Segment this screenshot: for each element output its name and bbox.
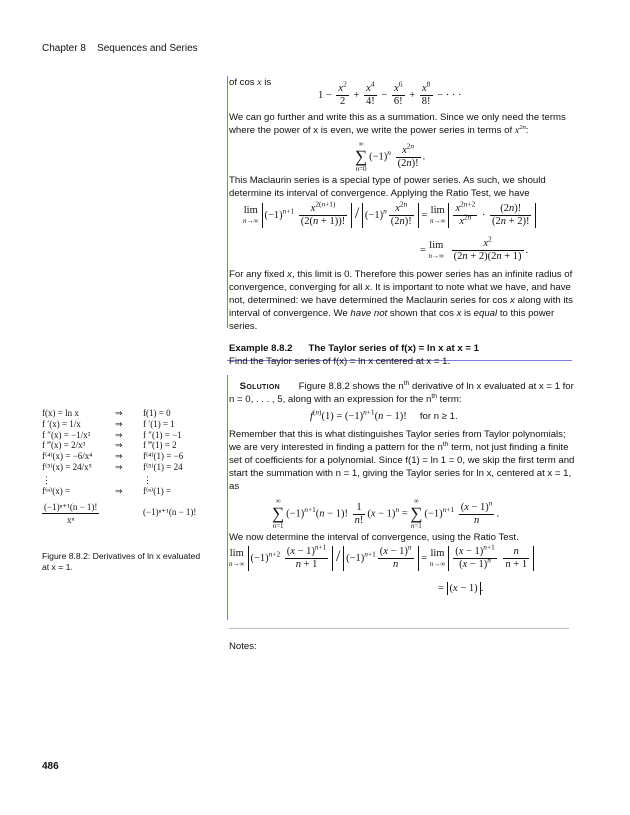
ratio-test-equation: lim n→∞ $(-1)^{n+1}$ $\frac{x^{2(n+1)}}{(2(n + 1))!}$ / $(-1)^n$ $\frac{x^{2n}}{(2n)!}$ = lim n→∞ $\frac{x^{2n+2}}{x^{2n}}$ · $\frac{(2n)!}{(2n + 2)!}$ [243, 203, 536, 228]
page-number: 486 [42, 761, 59, 772]
para3-b: this limit is 0. Therefore this power series has an infinite radius of convergence, converging for all [229, 269, 573, 293]
paragraph-ratio-interval: We now determine the interval of convergence, using the Ratio Test. [229, 532, 519, 543]
solution-s1c: term: [439, 394, 462, 405]
fig-right-row: f ″(1) = −1 [143, 429, 182, 440]
chapter-label: Chapter 8 [42, 43, 86, 54]
intro-is: is [264, 77, 272, 88]
margin-bar [227, 375, 228, 620]
para3-c: It is important to note what we have, and have not, determined: we have determined the Maclaurin series for cos [229, 282, 571, 306]
margin-bar [227, 76, 228, 328]
taylor-ratio-equation: lim n→∞ $(-1)^{n+2}$ $\frac{(x - 1)^{n+1}}{n + 1}$ / $(-1)^{n+1}$ $\frac{(x - 1)^n}{n}$ = lim n→∞ $\frac{(x - 1)^{n+1}}{(x - 1)^n}$ $\frac{n}{n + 1}$ [229, 546, 534, 571]
taylor-series-equation: ∞ ∑ n=1 $(-1)^{n+1}(n - 1)$! $\frac{1}{n!}$ $(x - 1)^n$ = ∞ ∑ n=1 $(-1)^{n+1}$ $\frac{(x - 1)^n}{n}$ . [272, 497, 500, 530]
fig-left-row: f ′(x) = 1/x [42, 418, 81, 429]
solution-s1: Figure 8.8.2 shows the n [298, 381, 404, 392]
para3-equal: equal [473, 308, 498, 319]
fig-right-row: f ‴(1) = 2 [143, 440, 177, 451]
fig-arrow: ⇒ [115, 451, 123, 462]
nth-condition: for n ≥ 1. [419, 411, 458, 422]
derivatives-figure [42, 408, 212, 548]
fig-left-row: f⁽⁵⁾(x) = 24/x⁵ [42, 462, 92, 472]
intro-lead: of cos [229, 77, 255, 88]
intro-var: x [257, 77, 262, 88]
example-label: Example 8.8.2 [229, 343, 293, 354]
figure-caption: Figure 8.8.2: Derivatives of ln x evaluated at x = 1. [42, 551, 201, 572]
th-sup: th [403, 379, 410, 387]
para3-g: to this power series. [229, 308, 555, 332]
ratio-test-simplified: = lim n→∞ $\frac{x^2}{(2n + 2)(2n + 1)}$ . [420, 234, 529, 262]
fig-left-row: f⁽ⁿ⁾(x) = [42, 485, 71, 496]
example-heading [229, 342, 579, 355]
example-task: Find the Taylor series of f(x) = ln x centered at x = 1. [229, 356, 451, 367]
paragraph-ratio-intro: This Maclaurin series is a special type of power series. As such, we should determine its interval of convergence. Applying the Ratio Test, we have [229, 175, 546, 199]
para3-havenot: have not [350, 308, 388, 319]
para3-a: For any fixed [229, 269, 285, 280]
notes-rule [229, 628, 569, 629]
solution-paragraph [229, 380, 579, 406]
para3-d: along with its interval of convergence. We [229, 295, 573, 319]
cos-sum-equation: ∞ ∑ n=0 $(-1)^n$ $\frac{x^{2n}}{(2n)!}$ . [355, 140, 426, 173]
fig-right-row: f⁽⁵⁾(1) = 24 [143, 462, 183, 472]
fig-right-row: f⁽⁴⁾(1) = −6 [143, 451, 184, 462]
fig-left-row: f(x) = ln x [42, 408, 79, 418]
example-title-func: f(x) = ln x at x = 1 [401, 343, 479, 354]
fig-right-row: f⁽ⁿ⁾(1) = [143, 485, 172, 496]
fig-left-row: f⁽⁴⁾(x) = −6/x⁴ [42, 451, 93, 462]
fig-left-row: f ‴(x) = 2/x³ [42, 440, 86, 451]
nth-derivative-equation: $f^{(n)}(1) = (-1)^{n+1}(n - 1)$! for n ≥ 1. [310, 407, 458, 422]
fig-arrow: ⇒ [115, 485, 123, 496]
fig-right-row: f(1) = 0 [143, 408, 171, 418]
fig-left-row: ⋮ [42, 474, 51, 485]
paragraph-convergence: For any fixed x, this limit is 0. Therefore this power series has an infinite radius of convergence, converging for all x. It is important to note what we have, and have not, determined: we have determined the Maclaurin series for cos x along with its interval of convergence. We have not shown that cos x is equal to this power series. [229, 269, 573, 332]
solution-s1b: derivative of ln x evaluated at x = 1 for n = 0, . . . , 5, along with an expression for the n [229, 381, 574, 405]
para1-power: x [514, 125, 520, 136]
running-header [42, 42, 198, 55]
fig-arrow: ⇒ [115, 418, 123, 429]
fig-right-row: ⋮ [143, 474, 152, 485]
example-title: The Taylor series of [308, 343, 399, 354]
taylor-ratio-result: = (x − 1) . [438, 583, 484, 595]
solution-s2b: term, not just finding a finite set of coefficients for a polynomial. Since f(1) = ln 1 = 0, we skip the first term and start the summation with n = 1, giving the Taylor series for ln x, centered at x = 1, as [229, 442, 575, 492]
notes-label: Notes: [229, 641, 257, 652]
fig-right-last: (−1)ⁿ⁺¹(n − 1)! [143, 507, 197, 517]
para3-e: shown that cos [389, 308, 454, 319]
fig-arrow: ⇒ [115, 429, 123, 440]
para1-text: We can go further and write this as a summation. Since we only need the terms where the power of x is even, we write the power series in terms of [229, 112, 566, 136]
para3-f: is [464, 308, 471, 319]
fig-right-row: f ′(1) = 1 [143, 418, 175, 429]
fig-arrow: ⇒ [115, 440, 123, 451]
fig-left-last-num: (−1)ⁿ⁺¹(n − 1)! [44, 502, 98, 512]
solution-label: Solution [239, 381, 280, 392]
th-sup: th [442, 440, 449, 448]
fig-arrow: ⇒ [115, 462, 123, 472]
fig-left-row: f ″(x) = −1/x² [42, 429, 91, 440]
fig-left-last-den: xⁿ [67, 515, 75, 525]
th-sup: th [431, 392, 437, 400]
chapter-title: Sequences and Series [97, 43, 198, 54]
paragraph-summation: We can go further and write this as a summation. Since we only need the terms where the power of x is even, we write the power series in terms of $x^{2n}$: [229, 112, 566, 136]
fig-arrow: ⇒ [115, 408, 123, 418]
paragraph-taylor-pattern [229, 428, 579, 493]
solution-s2: Remember that this is what distinguishes Taylor series from Taylor polynomials; we are very interested in finding a pattern for the n [229, 429, 566, 453]
cos-series-equation: 1 − $\frac{x^2}{2}$ + $\frac{x^4}{4!}$ − $\frac{x^6}{6!}$ + $\frac{x^8}{8!}$ − · · · [318, 79, 462, 107]
